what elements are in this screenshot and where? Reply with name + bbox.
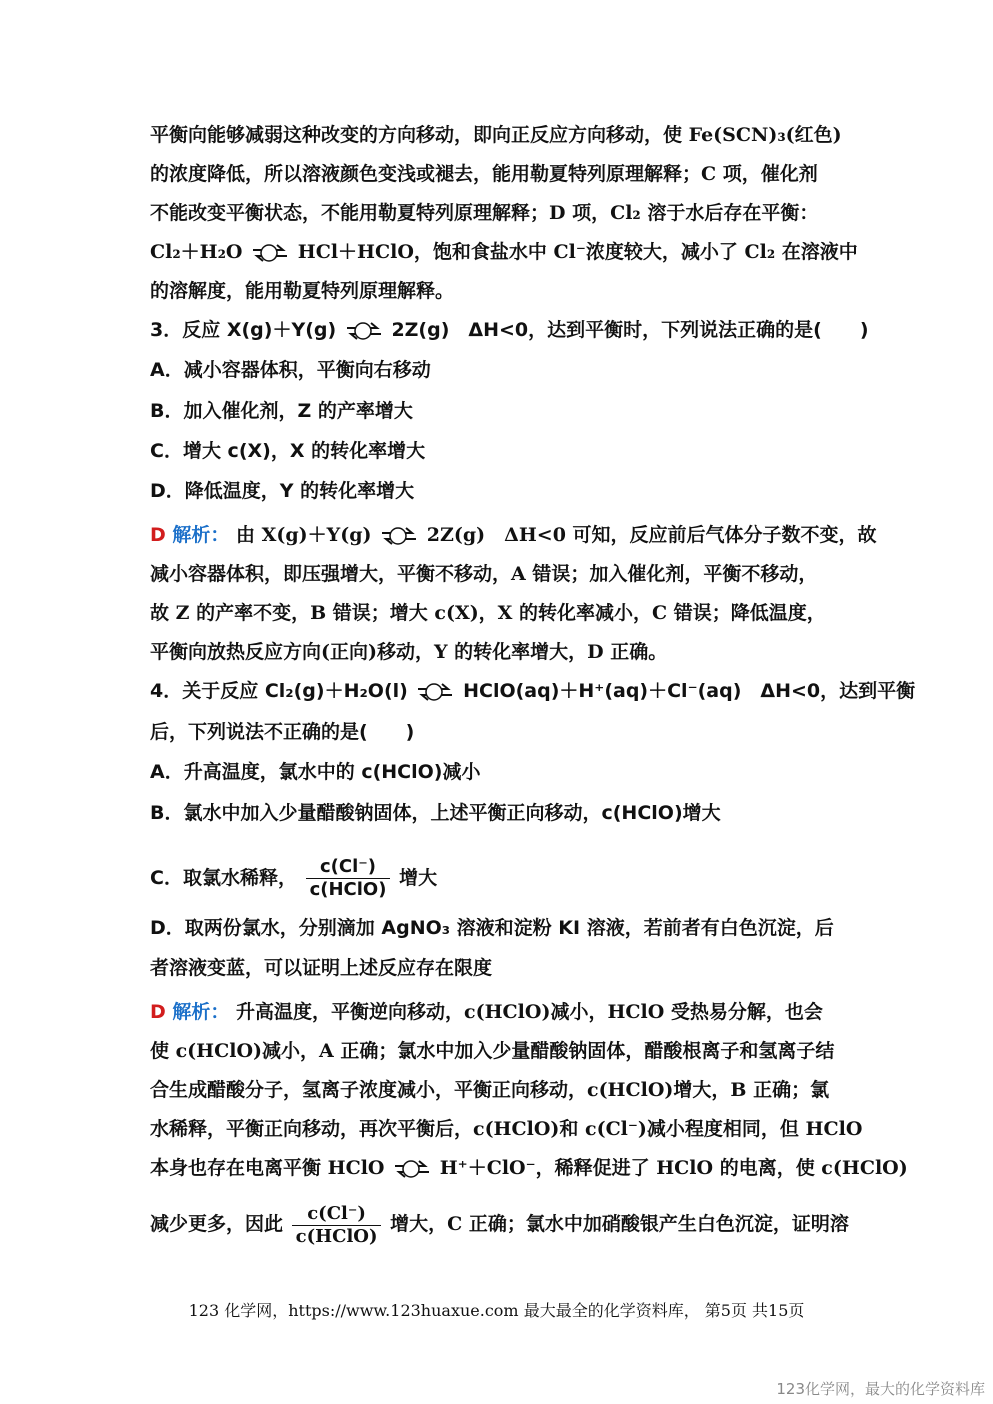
text-line: 故 Z 的产率不变，B 错误；增大 c(X)，X 的转化率减小，C 错误；降低温度， — [150, 602, 826, 624]
text-line: 平衡向放热反应方向(正向)移动，Y 的转化率增大，D 正确。 — [150, 641, 668, 663]
text-line: 合生成醋酸分子，氢离子浓度减小，平衡正向移动，c(HClO)增大，B 正确；氯 — [150, 1079, 830, 1101]
option-d: D．降低温度，Y 的转化率增大 — [150, 480, 415, 502]
fraction — [306, 856, 391, 901]
question-3-stem — [150, 317, 869, 343]
answer-3-line — [150, 522, 877, 548]
answer-tag: D — [150, 524, 166, 546]
text-segment: 减少更多，因此 — [150, 1213, 284, 1235]
option-c: C．增大 c(X)，X 的转化率增大 — [150, 440, 426, 462]
text-line: 水稀释，平衡正向移动，再次平衡后，c(HClO)和 c(Cl⁻)减小程度相同，但 HClO — [150, 1118, 863, 1140]
equation-line — [150, 1155, 908, 1181]
equation-line — [150, 239, 858, 265]
fraction-numerator: c(Cl⁻) — [292, 1203, 382, 1226]
option-d-cont: 者溶液变蓝，可以证明上述反应存在限度 — [150, 957, 493, 979]
reversible-arrow-icon — [414, 680, 456, 704]
option-a: A．升高温度，氯水中的 c(HClO)减小 — [150, 761, 481, 783]
text-line: 不能改变平衡状态，不能用勒夏特列原理解释；D 项，Cl₂ 溶于水后存在平衡： — [150, 202, 819, 224]
fraction-denominator: c(HClO) — [309, 879, 387, 900]
fraction-numerator: c(Cl⁻) — [306, 856, 391, 879]
text-line: 的浓度降低，所以溶液颜色变浅或褪去，能用勒夏特列原理解释；C 项，催化剂 — [150, 163, 818, 185]
option-c — [150, 850, 437, 906]
text-segment: Cl₂＋H₂O — [150, 241, 243, 263]
text-line: 平衡向能够减弱这种改变的方向移动，即向正反应方向移动，使 Fe(SCN)₃(红色) — [150, 124, 842, 146]
page-footer: 123 化学网，https://www.123huaxue.com 最大最全的化学资料库， 第5页 共15页 — [188, 1301, 805, 1320]
reversible-arrow-icon — [378, 524, 420, 548]
fraction — [292, 1203, 382, 1248]
option-b: B．加入催化剂，Z 的产率增大 — [150, 400, 413, 422]
reversible-arrow-icon — [343, 319, 385, 343]
watermark-text: 123化学网，最大的化学资料库 — [776, 1380, 985, 1398]
reversible-arrow-icon — [391, 1157, 433, 1181]
analysis-label: 解析： — [172, 1001, 230, 1023]
question-4-stem-cont: 后，下列说法不正确的是( ) — [150, 721, 415, 743]
text-line: 减小容器体积，即压强增大，平衡不移动，A 错误；加入催化剂，平衡不移动， — [150, 563, 818, 585]
text-segment: 2Z(g) ΔH<0 可知，反应前后气体分子数不变，故 — [426, 524, 877, 546]
reversible-arrow-icon — [249, 241, 291, 265]
text-segment: 增大，C 正确；氯水中加硝酸银产生白色沉淀，证明溶 — [390, 1213, 849, 1235]
text-line: 的溶解度，能用勒夏特列原理解释。 — [150, 280, 455, 302]
text-segment: 4．关于反应 Cl₂(g)＋H₂O(l) — [150, 680, 408, 702]
text-segment: HCl＋HClO，饱和食盐水中 Cl⁻浓度较大，减小了 Cl₂ 在溶液中 — [297, 241, 858, 263]
text-segment: HClO(aq)＋H⁺(aq)＋Cl⁻(aq) ΔH<0，达到平衡 — [463, 680, 916, 702]
option-a: A．减小容器体积，平衡向右移动 — [150, 359, 431, 381]
text-segment: H⁺＋ClO⁻，稀释促进了 HClO 的电离，使 c(HClO) — [439, 1157, 908, 1179]
option-b: B．氯水中加入少量醋酸钠固体，上述平衡正向移动，c(HClO)增大 — [150, 802, 721, 824]
text-segment: 由 X(g)＋Y(g) — [236, 524, 372, 546]
text-segment: C．取氯水稀释， — [150, 867, 297, 889]
text-line-with-fraction — [150, 1196, 849, 1252]
text-line: 使 c(HClO)减小，A 正确；氯水中加入少量醋酸钠固体，醋酸根离子和氢离子结 — [150, 1040, 835, 1062]
question-4-stem — [150, 678, 915, 704]
option-d: D．取两份氯水，分别滴加 AgNO₃ 溶液和淀粉 KI 溶液，若前者有白色沉淀，后 — [150, 917, 834, 939]
text-segment: 本身也存在电离平衡 HClO — [150, 1157, 385, 1179]
text-segment: 2Z(g) ΔH<0，达到平衡时，下列说法正确的是( ) — [391, 319, 869, 341]
answer-tag: D — [150, 1001, 166, 1023]
text-segment: 3．反应 X(g)＋Y(g) — [150, 319, 337, 341]
fraction-denominator: c(HClO) — [295, 1225, 378, 1247]
text-segment: 升高温度，平衡逆向移动，c(HClO)减小，HClO 受热易分解，也会 — [236, 1001, 823, 1023]
answer-4-line — [150, 999, 823, 1025]
analysis-label: 解析： — [172, 524, 230, 546]
text-segment: 增大 — [399, 867, 438, 889]
